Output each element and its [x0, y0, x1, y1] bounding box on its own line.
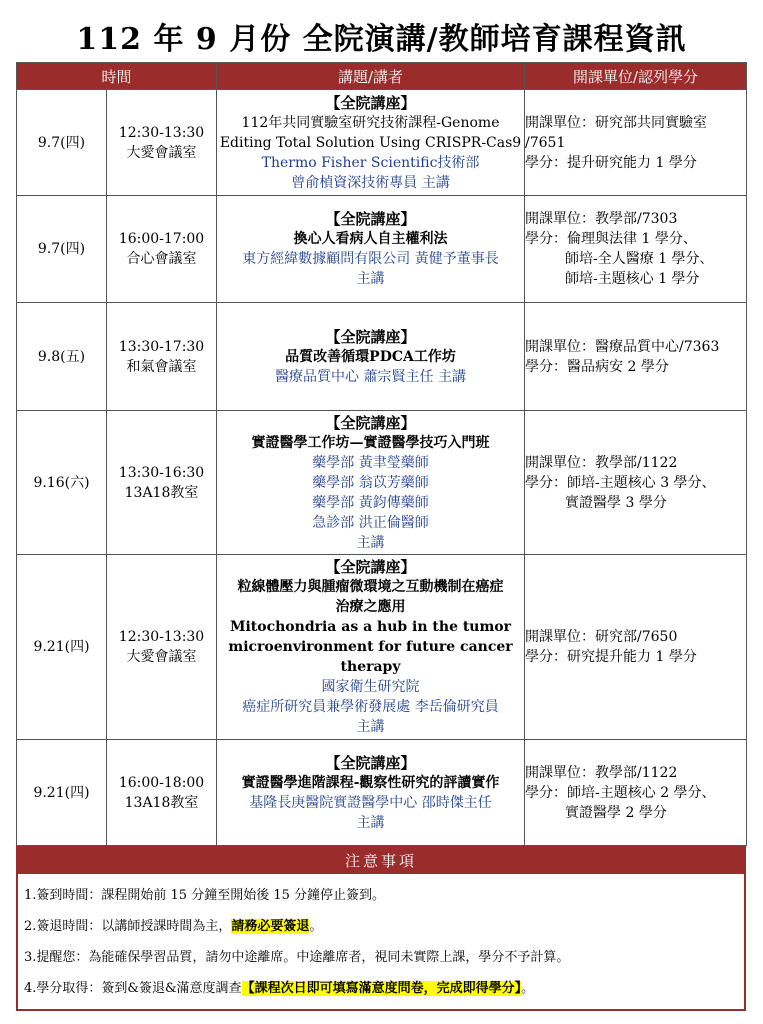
page-title: 112 年 9 月份 全院演講/教師培育課程資訊 — [76, 22, 687, 57]
credit-line: 學分：師培-主題核心 3 學分、 — [525, 474, 716, 491]
credit-line: 師培-主題核心 1 學分 — [565, 271, 700, 287]
row-tag: 【全院講座】 — [325, 327, 416, 346]
speaker-line: 國家衛生研究院 — [321, 679, 420, 695]
row-unit-cell — [525, 740, 747, 846]
speaker-line: 癌症所研究員兼學術發展處 李岳倫研究員 — [242, 699, 499, 715]
row-time-cell — [107, 740, 217, 846]
row-time: 13:30-16:30 — [118, 464, 205, 481]
unit-line: 開課單位：教學部/1122 — [525, 454, 678, 471]
header-topic: 講題/講者 — [217, 63, 525, 90]
row-unit-cell — [525, 411, 747, 555]
row-topic-cell — [217, 196, 525, 303]
row-time: 12:30-13:30 — [118, 124, 205, 141]
note-2-text: 2.簽退時間：以講師授課時間為主， — [24, 919, 232, 934]
notes-box — [16, 846, 746, 1011]
unit-line: /7651 — [525, 134, 566, 151]
note-2-end: 。 — [309, 919, 323, 934]
speaker-line: 主講 — [356, 814, 385, 831]
topic-line: Mitochondria as a hub in the tumor — [229, 619, 512, 635]
topic-line: Editing Total Solution Using CRISPR-Cas9 — [219, 134, 522, 151]
credit-line: 師培-全人醫療 1 學分、 — [565, 251, 714, 267]
unit-line: 開課單位：教學部/7303 — [525, 211, 678, 227]
row-topic-cell — [217, 90, 525, 196]
row-time: 13:30-17:30 — [118, 338, 205, 355]
table-row — [17, 196, 747, 303]
schedule-table — [16, 62, 747, 846]
row-time-cell — [107, 90, 217, 196]
row-unit-cell — [525, 196, 747, 303]
header-unit: 開課單位/認列學分 — [525, 63, 747, 90]
credit-line: 學分：醫品病安 2 學分 — [525, 358, 669, 375]
row-room: 合心會議室 — [126, 251, 197, 267]
table-row — [17, 555, 747, 740]
topic-line: 換心人看病人自主權利法 — [293, 231, 448, 247]
note-4-text: 4.學分取得：簽到&簽退&滿意度調查 — [24, 981, 242, 996]
speaker-line: 主講 — [356, 719, 385, 735]
topic-line: 粒線體壓力與腫瘤微環境之互動機制在癌症 — [237, 579, 504, 595]
row-unit-cell — [525, 303, 747, 411]
note-3: 3.提醒您：為能確保學習品質，請勿中途離席。中途離席者，視同未實際上課，學分不予計算。 — [24, 950, 570, 965]
unit-line: 開課單位：研究部共同實驗室 — [525, 114, 708, 131]
topic-line: microenvironment for future cancer — [228, 639, 513, 655]
credit-line: 學分：師培-主題核心 2 學分、 — [525, 784, 716, 801]
row-time: 16:00-17:00 — [118, 231, 205, 247]
row-date: 9.7(四) — [17, 196, 107, 303]
row-room: 大愛會議室 — [126, 649, 197, 665]
table-row — [17, 411, 747, 555]
topic-line: therapy — [340, 659, 401, 675]
credit-line: 學分：研究提升能力 1 學分 — [525, 649, 697, 665]
row-time-cell — [107, 196, 217, 303]
row-tag: 【全院講座】 — [325, 210, 416, 228]
header-time: 時間 — [17, 63, 217, 90]
row-date: 9.8(五) — [17, 303, 107, 411]
table-row — [17, 90, 747, 196]
note-4-highlight: 【課程次日即可填寫滿意度問卷，完成即得學分】 — [241, 981, 522, 996]
unit-line: 開課單位：研究部/7650 — [525, 629, 678, 645]
credit-line: 學分：提升研究能力 1 學分 — [525, 154, 697, 171]
speaker-line: 基隆長庚醫院實證醫學中心 邵時傑主任 — [249, 794, 492, 811]
notes-header: 注意事項 — [18, 848, 744, 874]
unit-line: 開課單位：教學部/1122 — [525, 764, 678, 781]
note-4 — [18, 973, 744, 1004]
row-tag: 【全院講座】 — [325, 413, 416, 432]
row-topic-cell — [217, 303, 525, 411]
topic-line: 品質改善循環PDCA工作坊 — [285, 348, 456, 365]
table-row — [17, 303, 747, 411]
speaker-line: Thermo Fisher Scientific技術部 — [261, 154, 480, 171]
row-time: 16:00-18:00 — [118, 774, 205, 791]
row-tag: 【全院講座】 — [325, 753, 416, 772]
row-room: 和氣會議室 — [126, 358, 197, 375]
row-tag: 【全院講座】 — [325, 93, 416, 112]
row-date: 9.7(四) — [17, 90, 107, 196]
row-topic-cell — [217, 740, 525, 846]
credit-line: 實證醫學 3 學分 — [565, 494, 667, 511]
row-unit-cell — [525, 90, 747, 196]
row-time-cell — [107, 555, 217, 740]
row-time-cell — [107, 411, 217, 555]
row-room: 13A18教室 — [124, 794, 199, 811]
topic-line: 治療之應用 — [335, 599, 406, 615]
topic-line: 112年共同實驗室研究技術課程-Genome — [241, 114, 500, 131]
table-row — [17, 740, 747, 846]
credit-line: 實證醫學 2 學分 — [565, 804, 667, 821]
note-4-end: 。 — [521, 981, 535, 996]
row-topic-cell — [217, 411, 525, 555]
speaker-line: 曾俞楨資深技術專員 主講 — [291, 174, 450, 191]
topic-line: 實證醫學進階課程-觀察性研究的評讀實作 — [241, 774, 500, 791]
table-header-row — [17, 63, 747, 90]
speaker-line: 主講 — [356, 271, 385, 287]
speaker-line: 主講 — [356, 534, 385, 551]
row-tag: 【全院講座】 — [325, 558, 416, 576]
row-room: 13A18教室 — [124, 484, 199, 501]
row-time: 12:30-13:30 — [118, 629, 205, 645]
speaker-line: 藥學部 黃聿瑩藥師 — [312, 454, 429, 471]
row-topic-cell — [217, 555, 525, 740]
speaker-line: 藥學部 翁苡芳藥師 — [312, 474, 429, 491]
row-unit-cell — [525, 555, 747, 740]
row-room: 大愛會議室 — [126, 144, 197, 161]
speaker-line: 急診部 洪正倫醫師 — [312, 514, 429, 531]
credit-line: 學分：倫理與法律 1 學分、 — [525, 231, 697, 247]
speaker-line: 醫療品質中心 蕭宗賢主任 主講 — [275, 368, 466, 385]
note-1: 1.簽到時間：課程開始前 15 分鐘至開始後 15 分鐘停止簽到。 — [24, 888, 386, 903]
row-date: 9.16(六) — [17, 411, 107, 555]
speaker-line: 東方經緯數據顧問有限公司 黃健予董事長 — [242, 251, 499, 267]
note-2-highlight: 請務必要簽退 — [231, 919, 310, 934]
unit-line: 開課單位：醫療品質中心/7363 — [525, 338, 720, 355]
row-time-cell — [107, 303, 217, 411]
row-date: 9.21(四) — [17, 740, 107, 846]
topic-line: 實證醫學工作坊—實證醫學技巧入門班 — [251, 434, 490, 451]
speaker-line: 藥學部 黃鈞傳藥師 — [312, 494, 429, 511]
note-2 — [18, 911, 744, 942]
row-date: 9.21(四) — [17, 555, 107, 740]
